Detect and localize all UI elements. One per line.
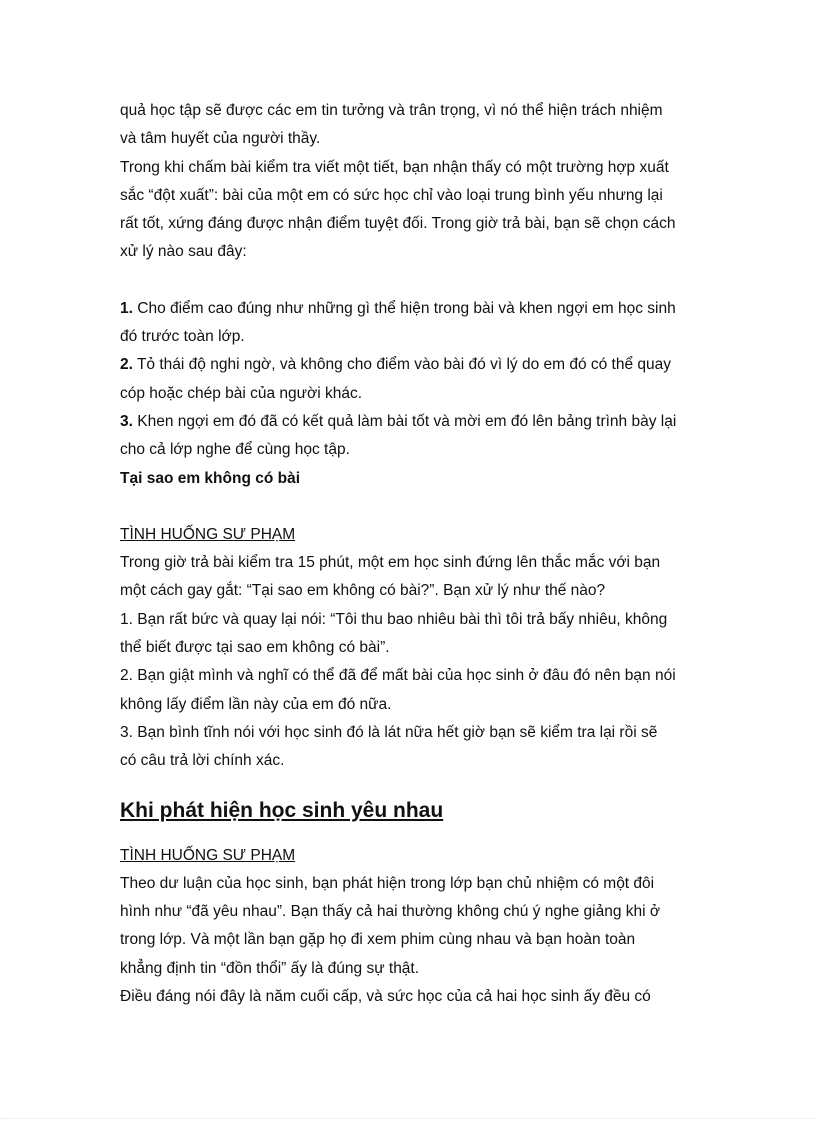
text-line: và tâm huyết của người thầy. (120, 130, 321, 148)
option-number: 2. (120, 356, 133, 374)
option-number: 1. (120, 299, 133, 317)
option-item (120, 351, 700, 379)
option-text: cho cả lớp nghe để cùng học tập. (120, 441, 350, 459)
situation-label: TÌNH HUỐNG SƯ PHẠM (120, 525, 296, 543)
section-situation (120, 521, 700, 776)
option-text: Cho điểm cao đúng như những gì thể hiện trong bài và khen ngợi em học sinh (137, 299, 676, 317)
document-page (120, 97, 700, 1011)
option-number: 3. (120, 412, 133, 430)
text-line: trong lớp. Và một lần bạn gặp họ đi xem phim cùng nhau và bạn hoàn toàn (120, 931, 636, 949)
text-line: 1. Bạn rất bức và quay lại nói: “Tôi thu bao nhiêu bài thì tôi trả bấy nhiêu, không (120, 610, 668, 628)
text-line: Theo dư luận của học sinh, bạn phát hiện trong lớp bạn chủ nhiệm có một đôi (120, 874, 655, 892)
text-line: Trong giờ trả bài kiểm tra 15 phút, một em học sinh đứng lên thắc mắc với bạn (120, 554, 661, 572)
text-line: rất tốt, xứng đáng được nhận điểm tuyệt đối. Trong giờ trả bài, bạn sẽ chọn cách (120, 215, 676, 233)
blank-line (120, 267, 700, 295)
option-text: cóp hoặc chép bài của người khác. (120, 384, 362, 402)
section-heading: Khi phát hiện học sinh yêu nhau (120, 798, 444, 822)
option-text: Khen ngợi em đó đã có kết quả làm bài tốt và mời em đó lên bảng trình bày lại (137, 412, 677, 430)
option-text: Tỏ thái độ nghi ngờ, và không cho điểm vào bài đó vì lý do em đó có thể quay (136, 356, 672, 374)
text-line: sắc “đột xuất”: bài của một em có sức học chỉ vào loại trung bình yếu nhưng lại (120, 186, 663, 204)
text-line: thể biết được tại sao em không có bài”. (120, 639, 390, 657)
option-list (120, 295, 700, 465)
text-line: một cách gay gắt: “Tại sao em không có bài?”. Bạn xử lý như thế nào? (120, 582, 606, 600)
situation-label: TÌNH HUỐNG SƯ PHẠM (120, 846, 296, 864)
section-situation (120, 842, 700, 1012)
option-text: đó trước toàn lớp. (120, 328, 245, 346)
intro-paragraph (120, 97, 700, 267)
text-line: 3. Bạn bình tĩnh nói với học sinh đó là lát nữa hết giờ bạn sẽ kiểm tra lại rồi sẽ (120, 723, 658, 741)
text-line: xử lý nào sau đây: (120, 243, 247, 261)
text-line: 2. Bạn giật mình và nghĩ có thể đã để mất bài của học sinh ở đâu đó nên bạn nói (120, 667, 676, 685)
option-item (120, 408, 700, 436)
text-line: Trong khi chấm bài kiểm tra viết một tiết, bạn nhận thấy có một trường hợp xuất (120, 158, 669, 176)
text-line: quả học tập sẽ được các em tin tưởng và trân trọng, vì nó thể hiện trách nhiệm (120, 102, 663, 119)
text-line: hình như “đã yêu nhau”. Bạn thấy cả hai thường không chú ý nghe giảng khi ở (120, 903, 661, 921)
section-title: Tại sao em không có bài (120, 469, 301, 487)
text-line: có câu trả lời chính xác. (120, 752, 285, 770)
text-line: khẳng định tin “đồn thổi” ấy là đúng sự thật. (120, 959, 420, 977)
option-item (120, 295, 700, 323)
page-bottom-rule (0, 1118, 816, 1119)
text-line: Điều đáng nói đây là năm cuối cấp, và sức học của cả hai học sinh ấy đều có (120, 988, 651, 1006)
text-line: không lấy điểm lần này của em đó nữa. (120, 695, 392, 713)
blank-line (120, 493, 700, 521)
